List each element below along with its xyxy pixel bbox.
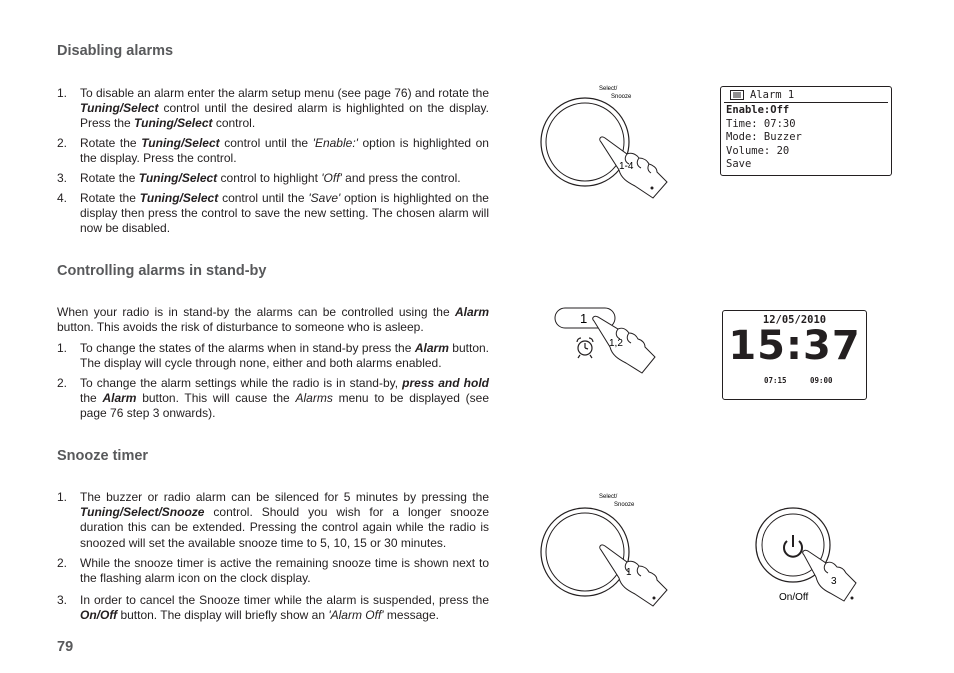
list-text: In order to cancel the Snooze timer while the alarm is suspended, press the On/Off button. The display will briefly show an 'Alarm Off' message. [80, 593, 489, 623]
alarm-clock-icon [577, 338, 593, 358]
list-text: Rotate the Tuning/Select control until the 'Save' option is highlighted on the display then press the control to save the new setting. The chosen alarm will now be disabled. [80, 191, 489, 236]
clock-alarm-1: 07:15 [764, 376, 787, 385]
alarm-menu-line: Time: 07:30 [726, 117, 796, 130]
power-button-label: On/Off [779, 592, 809, 603]
list-item [57, 341, 489, 371]
standby-intro: When your radio is in stand-by the alarms can be controlled using the Alarm button. This avoids the risk of disturbance to someone who is asleep. [57, 305, 489, 335]
menu-list-icon [730, 90, 744, 100]
knob-label-top: Select/ [599, 494, 618, 500]
alarm-menu-line: Volume: 20 [726, 144, 790, 157]
list-item [57, 376, 489, 422]
alarm-menu-display [720, 86, 892, 176]
alarm-button-label: 1 [580, 311, 588, 326]
list-text: Rotate the Tuning/Select control to highlight 'Off' and press the control. [80, 171, 461, 185]
list-number: 2. [57, 136, 68, 150]
step-label: 1-4 [619, 161, 634, 172]
heading-snooze: Snooze timer [57, 448, 149, 464]
list-number: 1. [57, 86, 68, 100]
list-item [57, 490, 489, 551]
clock-display [722, 310, 867, 400]
step-label: 1,2 [609, 338, 623, 349]
list-text: To change the alarm settings while the radio is in stand-by, press and hold the Alarm button. This will cause the Alarms menu to be displayed (see page 76 step 3 onwards). [80, 376, 489, 421]
list-number: 2. [57, 376, 68, 390]
step-label: 1 [626, 567, 632, 578]
list-item [57, 593, 489, 623]
knob-label-bottom: Snooze [611, 94, 632, 100]
pointing-hand-icon [593, 316, 655, 373]
clock-alarm-2: 09:00 [810, 376, 833, 385]
step-label: 3 [831, 576, 837, 587]
heading-standby: Controlling alarms in stand-by [57, 263, 267, 279]
list-item [57, 556, 489, 586]
knob-label-top: Select/ [599, 86, 618, 92]
knob-label-bottom: Snooze [614, 502, 635, 508]
list-number: 2. [57, 556, 68, 570]
alarm-menu-title: Alarm 1 [750, 89, 795, 101]
list-number: 4. [57, 191, 68, 205]
clock-time: 15:37 [728, 323, 861, 369]
list-item [57, 171, 489, 186]
power-button-illustration [752, 505, 872, 605]
list-item [57, 136, 489, 166]
list-item [57, 86, 489, 132]
list-item [57, 191, 489, 237]
list-text: To disable an alarm enter the alarm setup menu (see page 76) and rotate the Tuning/Select control until the desired alarm is highlighted on the display. Press the Tuning/Select control. [80, 86, 489, 131]
select-knob-illustration-2 [535, 490, 675, 608]
list-number: 3. [57, 171, 68, 185]
alarm-menu-line: Enable:Off [726, 104, 790, 116]
list-text: The buzzer or radio alarm can be silenced for 5 minutes by pressing the Tuning/Select/Snooze control. Should you wish for a longer snooze duration this can be extended. Pressing the control again while the radio is snoozed will set the available snooze time to 5, 10, 15 or 30 minutes. [80, 490, 489, 550]
alarm-menu-line: Save [726, 158, 752, 170]
select-knob-illustration-1 [535, 82, 675, 200]
alarm-menu-lines [721, 104, 891, 172]
list-number: 1. [57, 490, 68, 504]
clock-date: 12/05/2010 [762, 314, 827, 326]
alarm-menu-line: Mode: Buzzer [726, 131, 802, 143]
heading-disabling-alarms: Disabling alarms [57, 43, 174, 59]
page-number: 79 [57, 639, 74, 655]
list-number: 1. [57, 341, 68, 355]
list-text: While the snooze timer is active the remaining snooze time is shown next to the flashing alarm icon on the clock display. [80, 556, 489, 586]
list-text: To change the states of the alarms when in stand-by press the Alarm button. The display will cycle through none, either and both alarms enabled. [80, 341, 489, 371]
list-number: 3. [57, 593, 68, 607]
alarm-button-illustration [550, 305, 665, 380]
list-text: Rotate the Tuning/Select control until the 'Enable:' option is highlighted on the display. Press the control. [80, 136, 489, 166]
